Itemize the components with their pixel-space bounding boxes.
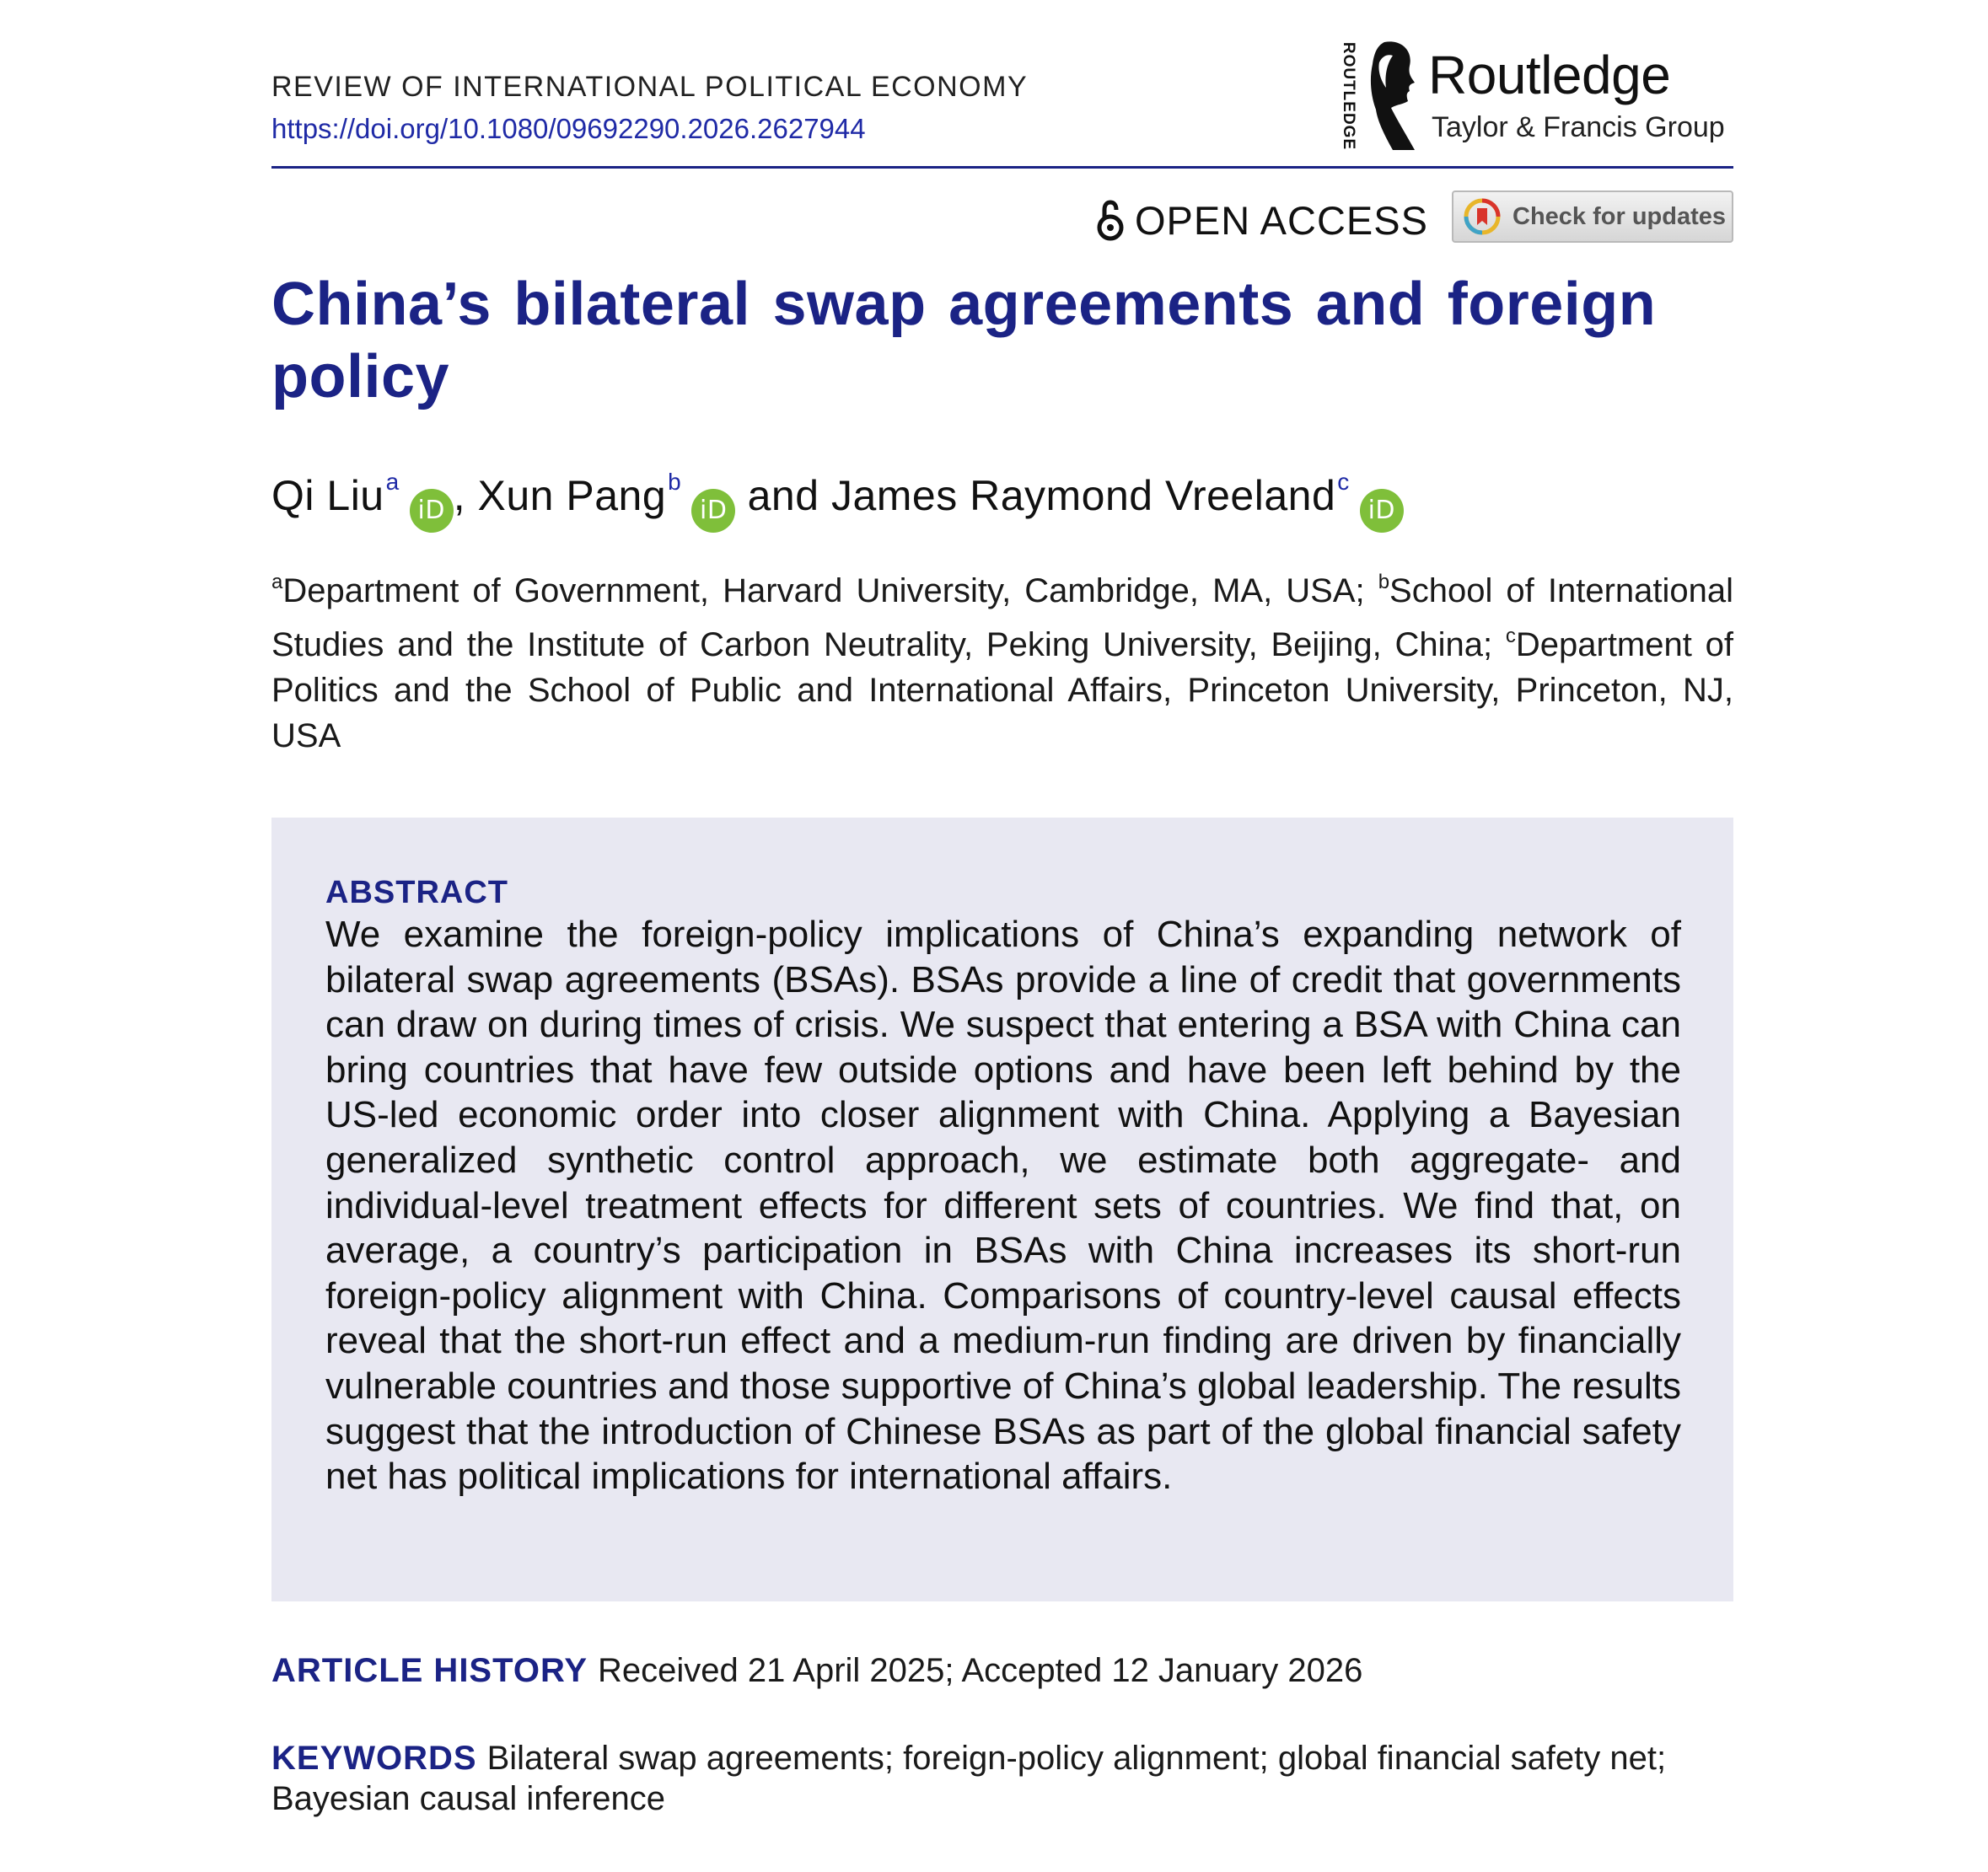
- affiliation-mark: a: [271, 571, 283, 593]
- open-access-badge: [1096, 197, 1428, 244]
- keywords-text: Bilateral swap agreements; foreign-policy alignment; global financial safety net; Bayesian causal inference: [271, 1740, 1667, 1817]
- open-lock-icon: [1096, 199, 1125, 243]
- orcid-icon[interactable]: iD: [410, 489, 454, 533]
- author-affiliation-mark[interactable]: c: [1337, 469, 1350, 495]
- publisher-name: Routledge: [1428, 45, 1671, 105]
- journal-name: REVIEW OF INTERNATIONAL POLITICAL ECONOMY: [271, 71, 1029, 103]
- header-divider: [271, 166, 1733, 169]
- logo-vertical-text: ROUTLEDGE: [1340, 41, 1357, 151]
- author-name[interactable]: Qi Liu: [271, 472, 384, 519]
- author-separator: and: [735, 472, 831, 519]
- abstract-text: We examine the foreign-policy implications of China’s expanding network of bilateral swap agreements (BSAs). BSAs provide a line of credit that governments can draw on during times of crisis. We suspect that entering a BSA with China can bring countries that have few outside options and have been left behind by the US-led economic order into closer alignment with China. Applying a Bayesian generalized synthetic control approach, we estimate both aggregate- and individual-level treatment effects for different sets of countries. We find that, on average, a country’s participation in BSAs with China increases its short-run foreign-policy alignment with China. Comparisons of country-level causal effects reveal that the short-run effect and a medium-run finding are driven by financially vulnerable countries and those supportive of China’s global leadership. The results suggest that the introduction of Chinese BSAs as part of the global financial safety net has political implications for international affairs.: [325, 914, 1681, 1498]
- affiliation-mark: c: [1505, 625, 1516, 647]
- affiliation-text: Department of Government, Harvard University, Cambridge, MA, USA;: [282, 572, 1378, 609]
- affiliation-text: Department of Politics and the School of Public and International Affairs, Princeton University, Princeton, NJ, USA: [271, 626, 1733, 754]
- author-affiliation-mark[interactable]: a: [385, 469, 400, 495]
- abstract-heading: ABSTRACT: [325, 875, 508, 910]
- author-name[interactable]: James Raymond Vreeland: [830, 472, 1336, 519]
- routledge-head-icon: [1359, 37, 1418, 155]
- doi-link[interactable]: https://doi.org/10.1080/09692290.2026.2627944: [271, 113, 866, 144]
- affiliations: [271, 560, 1733, 759]
- affiliation-mark: b: [1378, 571, 1390, 593]
- author-affiliation-mark[interactable]: b: [668, 469, 682, 495]
- article-history-label: ARTICLE HISTORY: [271, 1652, 588, 1689]
- keywords-label: KEYWORDS: [271, 1740, 477, 1777]
- open-access-label: OPEN ACCESS: [1135, 198, 1428, 243]
- crossmark-icon: [1464, 198, 1501, 235]
- article-title: China’s bilateral swap agreements and foreign policy: [271, 271, 1657, 410]
- author-list: [271, 469, 1733, 533]
- article-first-page: [271, 0, 1733, 1872]
- check-for-updates-label: Check for updates: [1512, 202, 1726, 230]
- article-history: [271, 1652, 1733, 1690]
- keywords: [271, 1738, 1733, 1819]
- author-separator: ,: [453, 472, 478, 519]
- publisher-group: Taylor & Francis Group: [1432, 111, 1725, 143]
- orcid-icon[interactable]: iD: [691, 489, 735, 533]
- affiliation-text: School of International Studies and the Institute of Carbon Neutrality, Peking University, Beijing, China;: [271, 572, 1734, 663]
- check-for-updates-button[interactable]: [1452, 190, 1733, 243]
- article-history-text: Received 21 April 2025; Accepted 12 January 2026: [598, 1652, 1363, 1689]
- orcid-icon[interactable]: iD: [1360, 489, 1404, 533]
- abstract-box: [271, 818, 1733, 1601]
- routledge-logo[interactable]: [1337, 37, 1733, 155]
- author-name[interactable]: Xun Pang: [477, 472, 667, 519]
